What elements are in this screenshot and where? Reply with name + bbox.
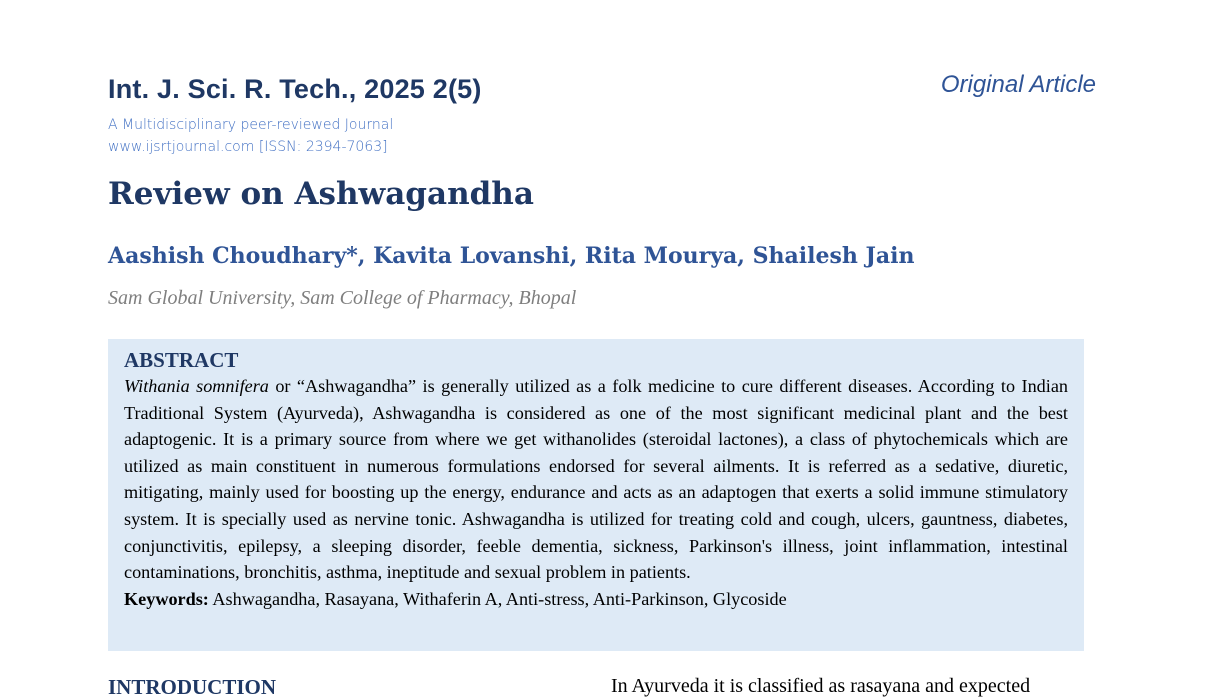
article-type-label: Original Article — [940, 71, 1096, 98]
introduction-heading: INTRODUCTION — [108, 675, 277, 699]
abstract-body — [124, 373, 1068, 586]
keywords-list: Ashwagandha, Rasayana, Withaferin A, Anti-stress, Anti-Parkinson, Glycoside — [208, 588, 787, 609]
introduction-text-right-column: In Ayurveda it is classified as rasayana and expected — [611, 675, 1031, 697]
species-name: Withania somnifera — [124, 376, 269, 396]
abstract-heading: ABSTRACT — [124, 348, 239, 372]
journal-description: A Multidisciplinary peer-reviewed Journal — [108, 117, 394, 133]
keywords-line — [124, 586, 1068, 613]
keywords-label: Keywords: — [124, 588, 209, 609]
author-list: Aashish Choudhary*, Kavita Lovanshi, Rita Mourya, Shailesh Jain — [108, 243, 915, 269]
abstract-text: or “Ashwagandha” is generally utilized as a folk medicine to cure different diseases. According to Indian Traditional System (Ayurveda), Ashwagandha is considered as one of the most significant medicinal plant and the best adaptogenic. It is a primary source from where we get withanolides (steroidal lactones), a class of phytochemicals which are utilized as main constituent in numerous formulations endorsed for several ailments. It is referred as a sedative, diuretic, mitigating, mainly used for boosting up the energy, endurance and acts as an adaptogen that exerts a solid immune stimulatory system. It is specially used as nervine tonic. Ashwagandha is utilized for treating cold and cough, ulcers, gauntness, diabetes, conjunctivitis, epilepsy, a sleeping disorder, feeble dementia, sickness, Parkinson's illness, joint inflammation, intestinal contaminations, bronchitis, asthma, ineptitude and sexual problem in patients. — [124, 376, 1068, 583]
author-affiliation: Sam Global University, Sam College of Pharmacy, Bhopal — [108, 287, 577, 309]
journal-website-link[interactable]: www.ijsrtjournal.com [ISSN: 2394-7063] — [108, 139, 388, 155]
paper-title: Review on Ashwagandha — [108, 176, 534, 212]
journal-info — [108, 114, 393, 158]
journal-citation: Int. J. Sci. R. Tech., 2025 2(5) — [108, 74, 482, 104]
abstract-box — [108, 339, 1084, 651]
